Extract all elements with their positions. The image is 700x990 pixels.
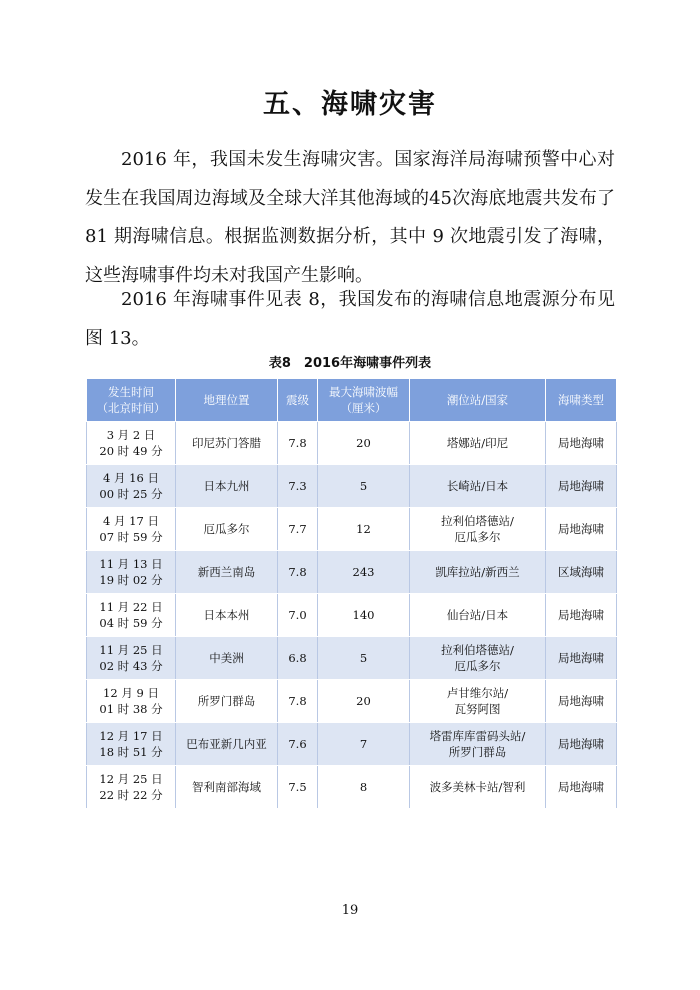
cell-date: 11 月 22 日 [99,600,163,614]
cell-magnitude: 7.6 [278,723,318,766]
cell-type: 局地海啸 [546,594,617,637]
cell-date: 3 月 2 日 [106,428,156,442]
cell-station-line2: 厄瓜多尔 [454,530,501,544]
cell-time [87,723,176,766]
header-wave-height [318,379,410,422]
table-row [87,465,617,508]
header-magnitude: 震级 [278,379,318,422]
cell-type: 局地海啸 [546,465,617,508]
cell-magnitude: 7.7 [278,508,318,551]
cell-clock: 18 时 51 分 [99,745,163,759]
cell-station [410,680,546,723]
header-wave-line1: 最大海啸波幅 [329,385,398,399]
cell-time [87,594,176,637]
cell-location: 印尼苏门答腊 [176,422,278,465]
header-location: 地理位置 [176,379,278,422]
paragraph-summary: 2016 年，我国未发生海啸灾害。国家海洋局海啸预警中心对发生在我国周边海域及全球大洋其他海域的45次海底地震共发布了 81 期海啸信息。根据监测数据分析，其中 9 次地震引发了海啸，这些海啸事件均未对我国产生影响。 [85,149,615,286]
cell-wave-height: 243 [318,551,410,594]
cell-date: 12 月 9 日 [103,686,159,700]
cell-clock: 04 时 59 分 [99,616,163,630]
cell-station-line1: 卢甘维尔站/ [446,686,509,700]
cell-type: 局地海啸 [546,508,617,551]
table-header-row [87,379,617,422]
cell-magnitude: 7.0 [278,594,318,637]
cell-wave-height: 5 [318,465,410,508]
cell-station-line1: 塔雷库库雷码头站/ [429,729,526,743]
cell-time [87,637,176,680]
cell-clock: 02 时 43 分 [99,659,163,673]
table-row [87,422,617,465]
header-type: 海啸类型 [546,379,617,422]
cell-date: 11 月 13 日 [99,557,163,571]
cell-clock: 20 时 49 分 [99,444,163,458]
cell-time [87,422,176,465]
table-row [87,551,617,594]
table-row [87,723,617,766]
table-row [87,637,617,680]
cell-location: 日本九州 [176,465,278,508]
paragraph-table-reference: 2016 年海啸事件见表 8，我国发布的海啸信息地震源分布见图 13。 [85,289,615,349]
cell-clock: 19 时 02 分 [99,573,163,587]
cell-station-line1: 仙台站/日本 [446,608,509,622]
cell-location: 日本本州 [176,594,278,637]
cell-type: 局地海啸 [546,723,617,766]
header-time [87,379,176,422]
header-wave-line2: （厘米） [340,401,387,415]
cell-wave-height: 8 [318,766,410,809]
table-row [87,680,617,723]
cell-date: 4 月 16 日 [103,471,159,485]
cell-clock: 00 时 25 分 [99,487,163,501]
cell-station-line2: 所罗门群岛 [448,745,507,759]
page-number: 19 [341,903,359,918]
cell-station [410,637,546,680]
cell-wave-height: 5 [318,637,410,680]
cell-time [87,551,176,594]
cell-wave-height: 140 [318,594,410,637]
section-title: 五、海啸灾害 [263,89,437,120]
cell-station [410,422,546,465]
cell-date: 4 月 17 日 [103,514,159,528]
cell-wave-height: 20 [318,680,410,723]
table-row [87,508,617,551]
cell-type: 区域海啸 [546,551,617,594]
cell-station [410,551,546,594]
cell-station [410,594,546,637]
cell-time [87,680,176,723]
table-row [87,766,617,809]
cell-wave-height: 20 [318,422,410,465]
cell-date: 11 月 25 日 [99,643,163,657]
cell-wave-height: 7 [318,723,410,766]
cell-type: 局地海啸 [546,422,617,465]
cell-clock: 22 时 22 分 [99,788,163,802]
cell-magnitude: 7.5 [278,766,318,809]
header-station: 潮位站/国家 [410,379,546,422]
cell-station [410,508,546,551]
cell-station [410,766,546,809]
cell-type: 局地海啸 [546,680,617,723]
cell-magnitude: 7.8 [278,422,318,465]
cell-location: 智利南部海域 [176,766,278,809]
cell-date: 12 月 25 日 [99,772,163,786]
cell-location: 厄瓜多尔 [176,508,278,551]
cell-magnitude: 6.8 [278,637,318,680]
header-time-line1: 发生时间 [108,385,154,399]
cell-wave-height: 12 [318,508,410,551]
cell-type: 局地海啸 [546,637,617,680]
cell-clock: 01 时 38 分 [99,702,163,716]
cell-station-line2: 厄瓜多尔 [454,659,501,673]
table-caption: 表8 2016年海啸事件列表 [268,356,432,371]
cell-magnitude: 7.8 [278,680,318,723]
cell-location: 巴布亚新几内亚 [176,723,278,766]
cell-location: 新西兰南岛 [176,551,278,594]
cell-station [410,465,546,508]
cell-station-line1: 塔娜站/印尼 [446,436,509,450]
header-time-line2: （北京时间） [96,401,166,415]
cell-station-line1: 凯库拉站/新西兰 [435,565,520,579]
cell-station-line1: 拉利伯塔德站/ [441,514,514,528]
cell-station [410,723,546,766]
tsunami-events-table [86,378,617,809]
cell-clock: 07 时 59 分 [99,530,163,544]
cell-time [87,766,176,809]
cell-time [87,508,176,551]
cell-station-line2: 瓦努阿图 [454,702,501,716]
cell-station-line1: 长崎站/日本 [446,479,509,493]
cell-magnitude: 7.3 [278,465,318,508]
cell-location: 中美洲 [176,637,278,680]
cell-station-line1: 拉利伯塔德站/ [441,643,514,657]
cell-magnitude: 7.8 [278,551,318,594]
table-row [87,594,617,637]
cell-date: 12 月 17 日 [99,729,163,743]
cell-location: 所罗门群岛 [176,680,278,723]
cell-time [87,465,176,508]
cell-type: 局地海啸 [546,766,617,809]
cell-station-line1: 波多美林卡站/智利 [429,780,526,794]
